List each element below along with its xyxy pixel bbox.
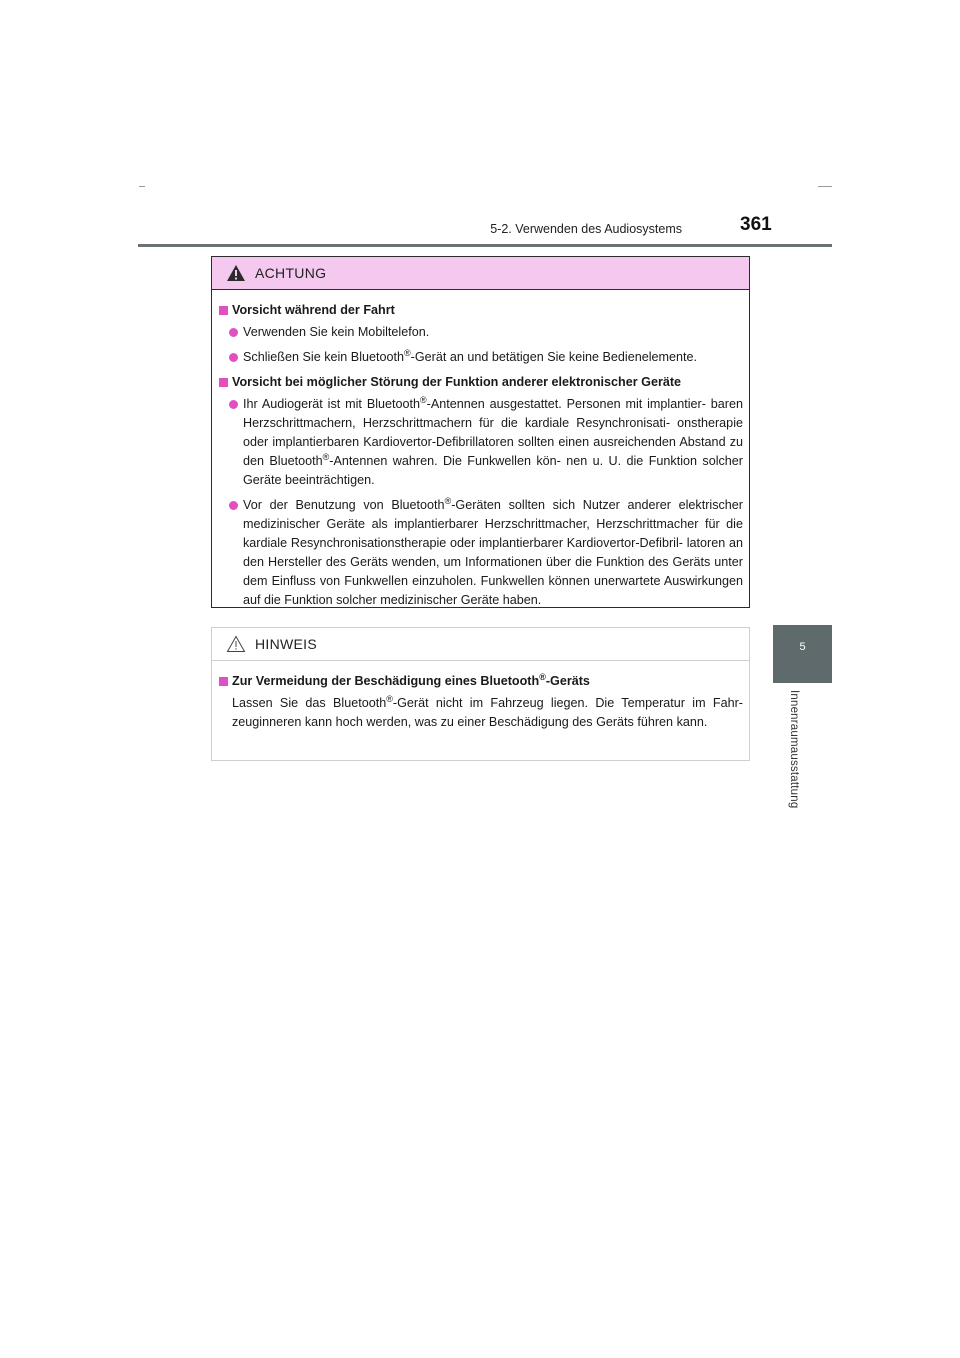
section-heading-text: Vorsicht während der Fahrt	[232, 303, 395, 317]
warning-box	[211, 256, 750, 608]
section-heading	[219, 301, 743, 320]
warning-triangle-icon	[226, 264, 246, 282]
square-bullet-icon	[219, 677, 228, 686]
note-text: Lassen Sie das Bluetooth®-Gerät nicht im Fahrzeug liegen. Die Temperatur im Fahr- zeuginneren kann hoch werden, was zu einer Beschädigung des Geräts führen kann.	[232, 693, 743, 729]
crop-mark-right	[818, 186, 832, 187]
section-title: 5-2. Verwenden des Audiosystems	[490, 222, 682, 236]
bullet-item	[219, 348, 743, 367]
note-box-body	[212, 661, 749, 732]
note-heading-text: Zur Vermeidung der Beschädigung eines Bluetooth®-Geräts	[232, 671, 590, 688]
round-bullet-icon	[229, 400, 238, 409]
round-bullet-icon	[229, 501, 238, 510]
header-rule	[138, 244, 832, 247]
chapter-label: Innenraumausstattung	[788, 690, 800, 809]
caution-outline-triangle-icon	[226, 635, 246, 653]
bullet-text: Vor der Benutzung von Bluetooth®-Geräten sollten sich Nutzer anderer elektrischer medizinischer Geräte als implantierbarer Herzschrittmacher, Herzschrittmacher für die kardiale Resynchronisationstherapie oder implantierbarer Kardiovertor-Defibril- latoren an den Hersteller des Geräts wenden, um Informationen über die Funktion des Geräts unter dem Einfluss von Funkwellen einzuholen. Funkwellen können unerwartete Auswirkungen auf die Funktion solcher medizinischer Geräte haben.	[243, 495, 744, 607]
bullet-text: Schließen Sie kein Bluetooth®-Gerät an und betätigen Sie keine Bedienelemente.	[243, 347, 698, 364]
chapter-tab	[773, 625, 832, 683]
note-box-header	[212, 628, 749, 661]
round-bullet-icon	[229, 328, 238, 337]
round-bullet-icon	[229, 353, 238, 362]
note-box-title: HINWEIS	[255, 636, 317, 652]
note-heading	[219, 672, 743, 691]
warning-box-body	[212, 290, 749, 610]
bullet-item	[219, 323, 743, 342]
bullet-text: Ihr Audiogerät ist mit Bluetooth®-Antennen ausgestattet. Personen mit implantier- baren Herzschrittmachern, Herzschrittmachern für die kardiale Resynchronisati- onstherapie oder implantierbaren Kardiovertor-Defibrillatoren sollten einen ausreichenden Abstand zu den Bluetooth®-Antennen wahren. Die Funkwellen kön- nen u. U. die Funktion solcher Geräte beeinträchtigen.	[243, 394, 743, 487]
section-heading-text: Vorsicht bei möglicher Störung der Funktion anderer elektronischer Geräte	[232, 375, 682, 389]
note-box	[211, 627, 750, 761]
warning-box-title: ACHTUNG	[255, 265, 327, 281]
section-heading	[219, 373, 743, 392]
bullet-item	[219, 496, 743, 610]
chapter-number: 5	[799, 641, 806, 653]
page-number: 361	[740, 214, 772, 235]
crop-mark-left	[139, 186, 145, 187]
square-bullet-icon	[219, 378, 228, 387]
square-bullet-icon	[219, 306, 228, 315]
warning-box-header	[212, 257, 749, 290]
bullet-item	[219, 395, 743, 490]
bullet-text: Verwenden Sie kein Mobiltelefon.	[243, 325, 430, 339]
